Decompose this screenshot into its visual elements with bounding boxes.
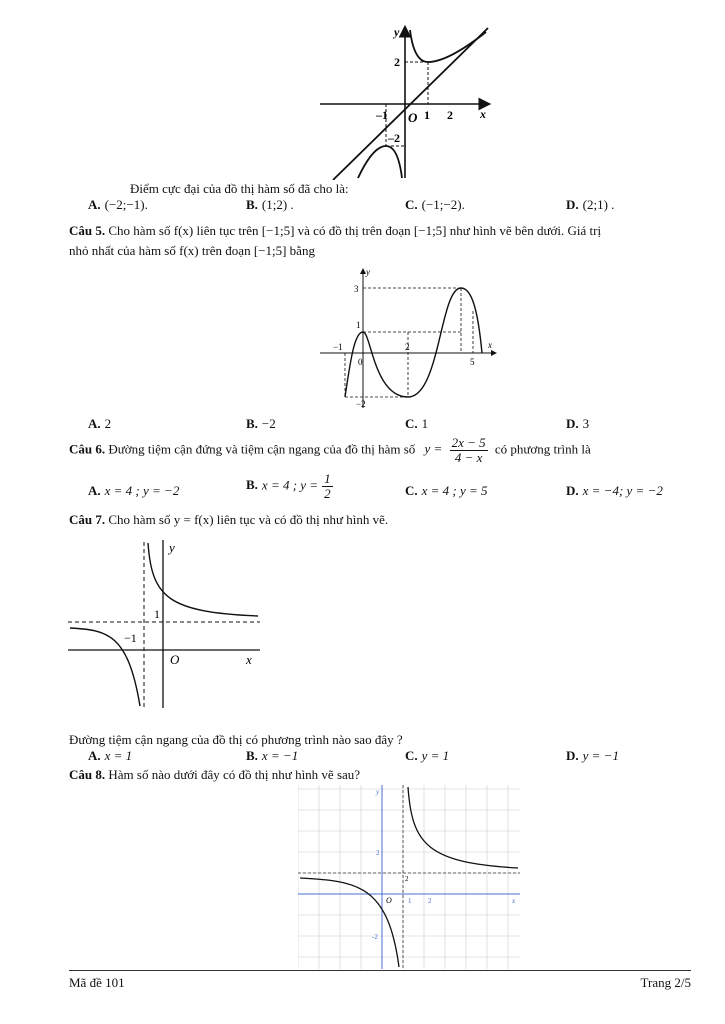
option-letter: A.: [88, 416, 101, 431]
tick-x-1: 1: [408, 897, 412, 905]
q4-option-d[interactable]: [566, 197, 614, 213]
q6-option-b[interactable]: [246, 472, 337, 501]
option-denominator: 2: [324, 486, 331, 501]
option-letter: C.: [405, 748, 418, 763]
option-text: 2: [104, 416, 112, 431]
origin-label: O: [408, 110, 418, 125]
q4-stem: Điểm cực đại của đồ thị hàm số đã cho là:: [130, 181, 349, 196]
option-text: x = 4 ; y = 5: [421, 483, 488, 498]
tick-y-1: 1: [356, 320, 361, 330]
y-label: y: [394, 25, 400, 39]
option-text: 3: [582, 416, 590, 431]
q5-option-c[interactable]: [405, 416, 428, 432]
q7-stem: [69, 512, 388, 528]
option-letter: B.: [246, 748, 258, 763]
q5-option-d[interactable]: [566, 416, 589, 432]
option-text: (−1;−2).: [421, 197, 465, 212]
option-letter: C.: [405, 483, 418, 498]
tick-x-2: 2: [447, 108, 453, 122]
x-label: x: [246, 652, 252, 667]
curve-left-branch: [358, 146, 402, 178]
tick-y-2: 2: [376, 849, 380, 857]
q8-label: Câu 8.: [69, 767, 106, 782]
function-curve: [345, 288, 482, 397]
q6-denominator: 4 − x: [454, 450, 483, 465]
graph-4: [298, 785, 522, 969]
tick-y-neg2: –2: [388, 131, 400, 145]
q6-stem: [69, 436, 591, 465]
q8-text: Hàm số nào dưới đây có đồ thị như hình vẽ sau?: [108, 767, 361, 782]
q6-numerator: 2x − 5: [451, 435, 486, 450]
grid: [298, 785, 520, 969]
y-label: y: [376, 788, 380, 796]
q6-fraction: [450, 436, 488, 465]
option-letter: A.: [88, 748, 101, 763]
curve-right-branch: [410, 30, 486, 62]
curve-right-branch: [408, 787, 518, 868]
curve-right-branch: [148, 543, 258, 616]
tick-x-neg1: −1: [124, 631, 137, 645]
option-fraction: [322, 472, 333, 501]
option-text: y = −1: [582, 748, 619, 763]
origin-label: O: [386, 896, 392, 905]
q6-option-d[interactable]: [566, 483, 663, 499]
option-text: x = −1: [261, 748, 299, 763]
x-label: x: [488, 340, 492, 350]
q8-stem: [69, 767, 360, 783]
option-letter: B.: [246, 197, 258, 212]
tick-y-3: 3: [354, 284, 359, 294]
q5-label: Câu 5.: [69, 223, 106, 238]
q5-line1: Cho hàm số f(x) liên tục trên [−1;5] và có đồ thị trên đoạn [−1;5] như hình vẽ bên dưới. Giá trị: [108, 223, 602, 238]
tick-x-1: 1: [424, 108, 430, 122]
curve-left-branch: [300, 878, 399, 967]
q5-option-b[interactable]: [246, 416, 276, 432]
q6-tail: có phương trình là: [494, 441, 591, 457]
q7-option-c[interactable]: [405, 748, 449, 764]
asymptote-label-2: 2: [405, 875, 409, 883]
tick-y-neg2: −2: [356, 399, 366, 409]
option-text: x = 4 ; y = −2: [104, 483, 180, 498]
option-letter: C.: [405, 197, 418, 212]
graph-2: [318, 266, 500, 412]
option-letter: A.: [88, 197, 101, 212]
x-label: x: [512, 897, 516, 905]
q7-option-b[interactable]: [246, 748, 298, 764]
origin-label: O: [170, 652, 180, 667]
q4-option-a[interactable]: [88, 197, 148, 213]
q7-text: Cho hàm số y = f(x) liên tục và có đồ thị như hình vẽ.: [108, 512, 389, 527]
option-text: x = −4; y = −2: [582, 483, 663, 498]
q6-label: Câu 6.: [69, 441, 106, 457]
option-text: x = 4 ; y =: [261, 477, 319, 493]
option-text: x = 1: [104, 748, 133, 763]
tick-x-5: 5: [470, 357, 475, 367]
option-letter: B.: [246, 416, 258, 431]
option-letter: B.: [246, 477, 258, 493]
q5-stem: [69, 221, 691, 261]
option-letter: D.: [566, 748, 579, 763]
option-text: (1;2) .: [261, 197, 294, 212]
option-text: 1: [421, 416, 429, 431]
tick-x-neg1: –1: [376, 108, 388, 122]
exam-code: Mã đề 101: [69, 975, 125, 990]
tick-y-1: 1: [154, 607, 160, 621]
footer-rule: [69, 970, 691, 971]
q5-option-a[interactable]: [88, 416, 111, 432]
tick-x-2: 2: [405, 342, 410, 352]
y-label: y: [169, 540, 175, 555]
graph-1: [318, 22, 493, 180]
q4-option-b[interactable]: [246, 197, 294, 213]
q7-label: Câu 7.: [69, 512, 106, 527]
option-text: (2;1) .: [582, 197, 615, 212]
option-text: −2: [261, 416, 276, 431]
q6-y-eq: y =: [424, 441, 443, 457]
option-letter: A.: [88, 483, 101, 498]
tick-y-2: 2: [394, 55, 400, 69]
option-letter: D.: [566, 483, 579, 498]
option-letter: D.: [566, 197, 579, 212]
q6-text: Đường tiệm cận đứng và tiệm cận ngang của đồ thị hàm số: [108, 441, 416, 457]
q7-option-a[interactable]: [88, 748, 132, 764]
option-text: y = 1: [421, 748, 450, 763]
q7-question: Đường tiệm cận ngang của đồ thị có phương trình nào sao đây ?: [69, 732, 403, 747]
tick-x-2: 2: [428, 897, 432, 905]
graph-3: [68, 538, 264, 710]
tick-x-neg1: −1: [333, 342, 343, 352]
option-text: (−2;−1).: [104, 197, 148, 212]
q5-line2: nhỏ nhất của hàm số f(x) trên đoạn [−1;5] bằng: [69, 243, 315, 258]
q6-option-c[interactable]: [405, 483, 488, 499]
tick-x-0: 0: [358, 357, 363, 367]
tick-y-neg2: -2: [372, 933, 378, 941]
option-letter: D.: [566, 416, 579, 431]
option-letter: C.: [405, 416, 418, 431]
page-number: Trang 2/5: [640, 975, 691, 990]
q7-option-d[interactable]: [566, 748, 619, 764]
x-label: x: [480, 107, 486, 121]
option-numerator: 1: [324, 471, 331, 486]
q6-option-a[interactable]: [88, 483, 179, 499]
y-label: y: [366, 267, 370, 277]
q4-option-c[interactable]: [405, 197, 465, 213]
